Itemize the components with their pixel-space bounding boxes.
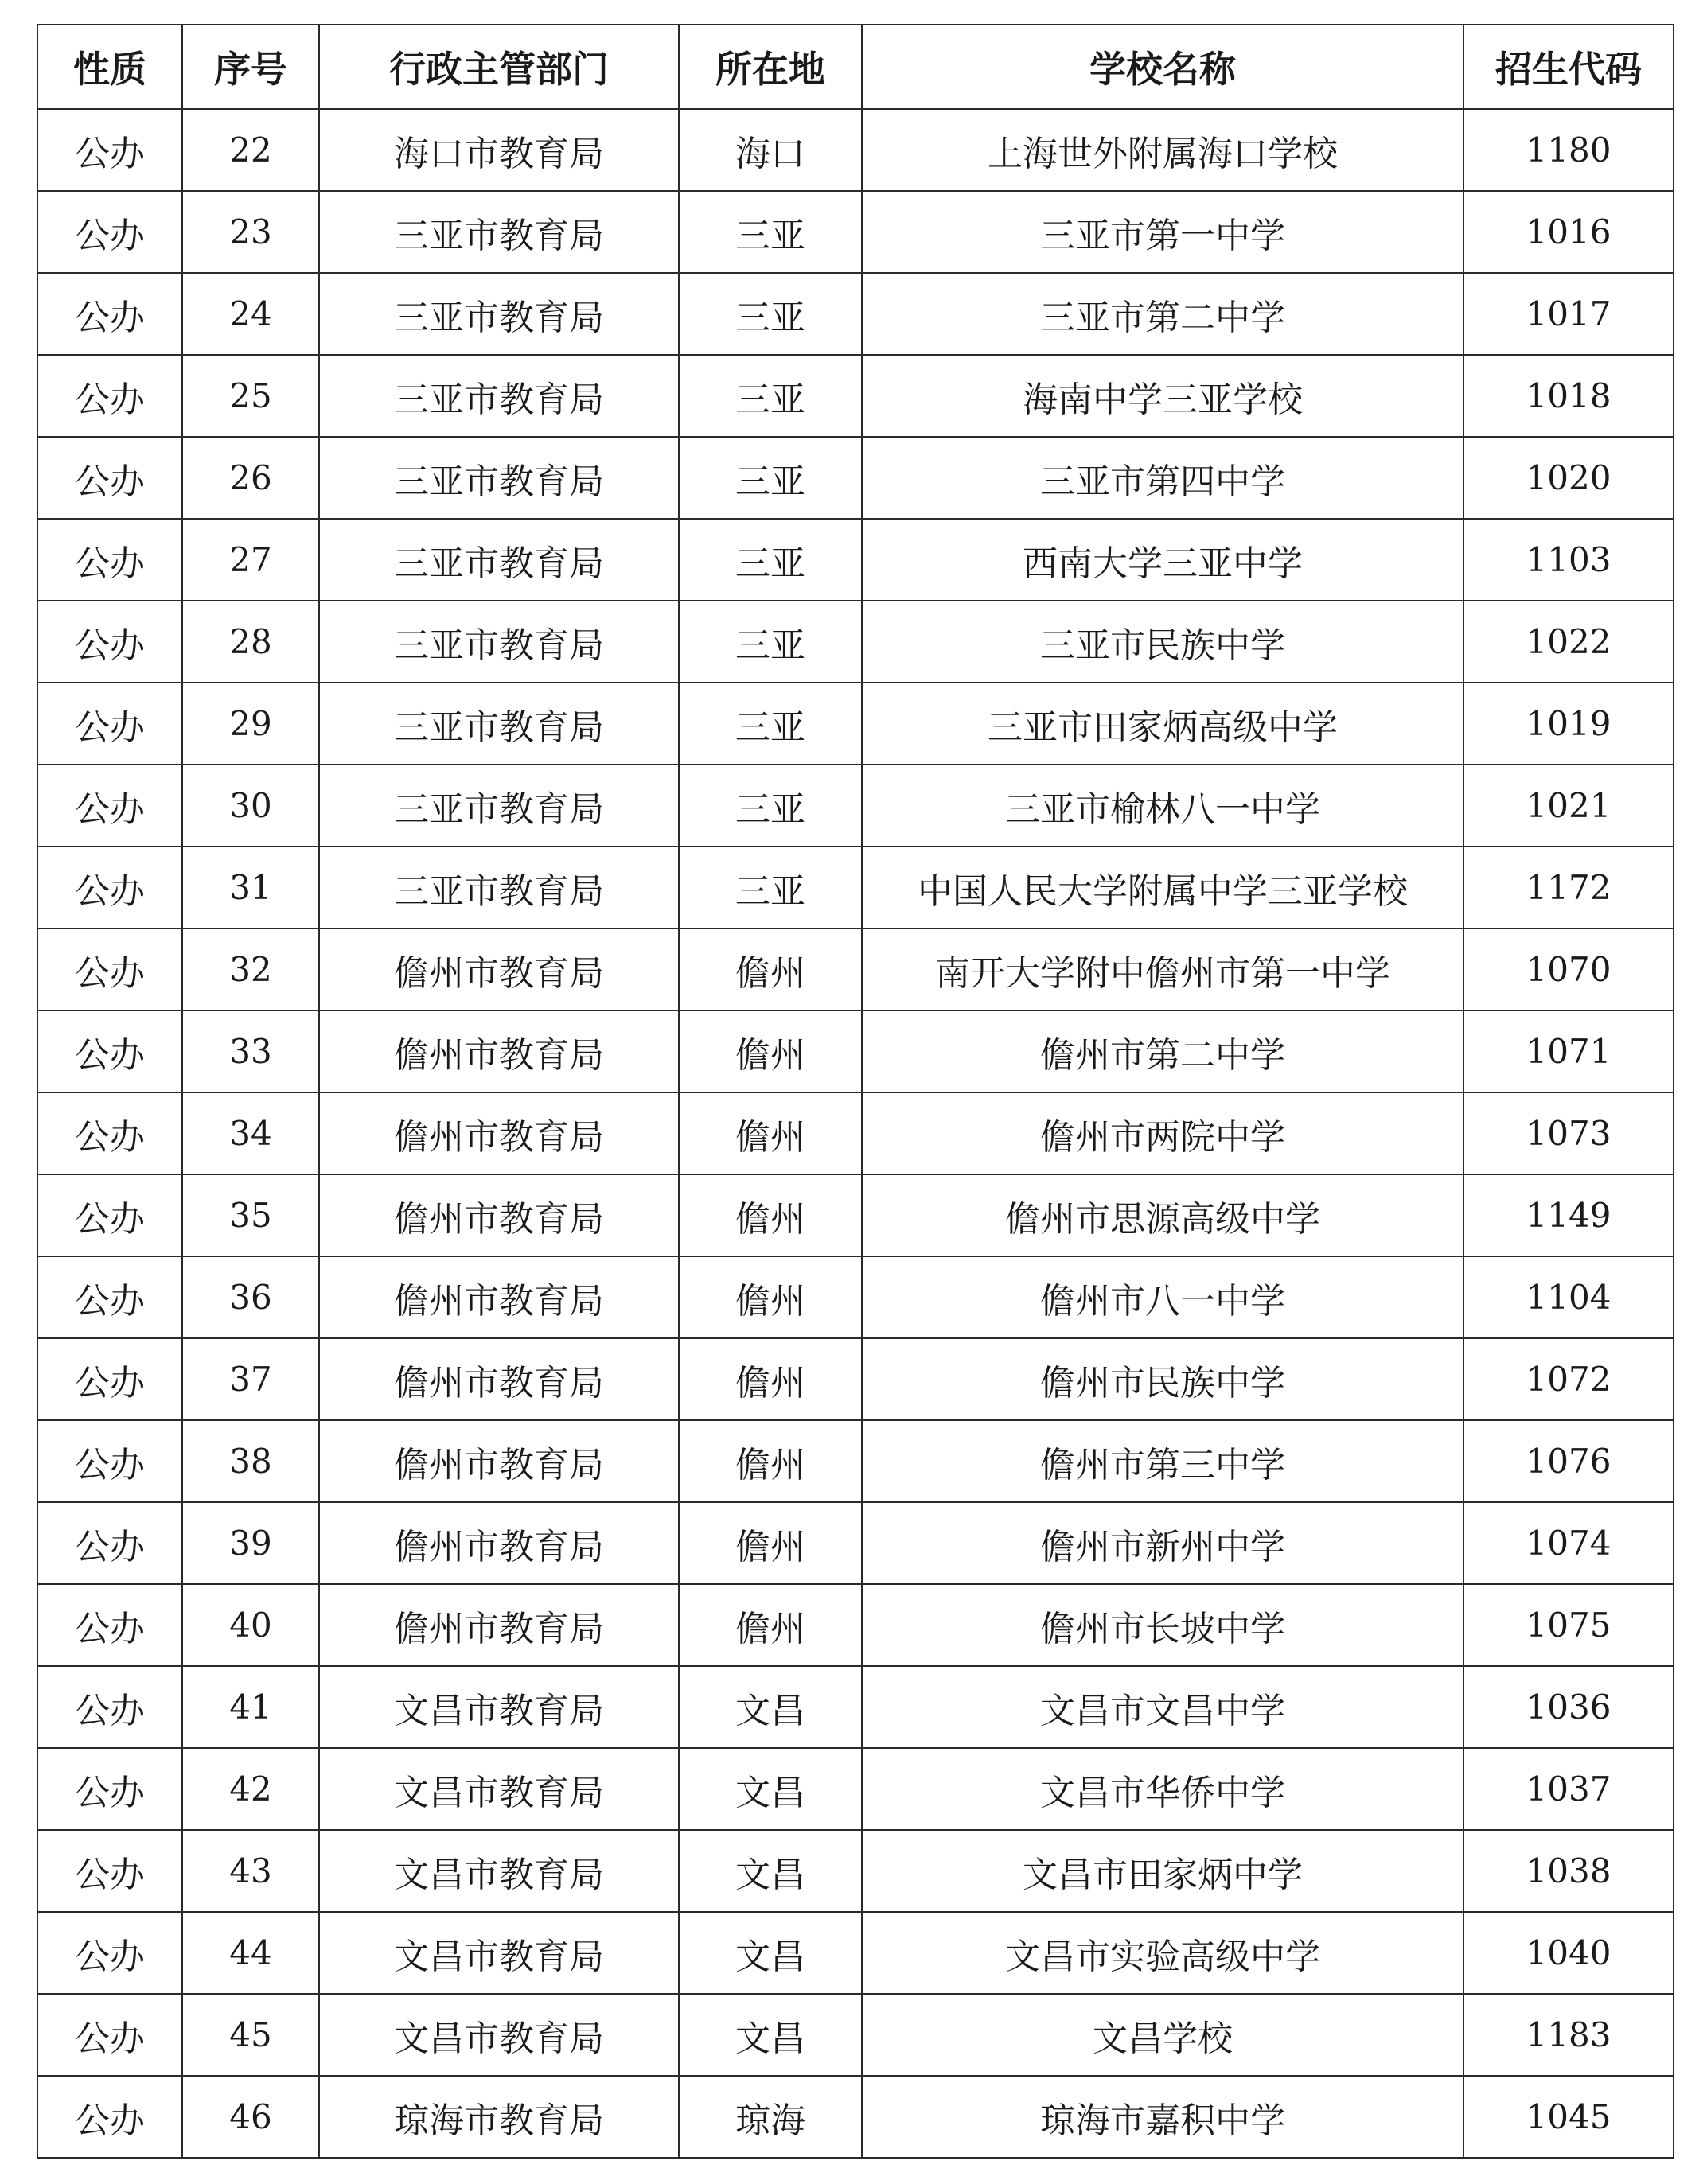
cell-location: 文昌 [679,1748,862,1830]
cell-index: 37 [182,1338,319,1420]
cell-nature: 公办 [37,1830,182,1912]
cell-enroll-code: 1037 [1463,1748,1674,1830]
cell-location: 儋州 [679,1010,862,1092]
cell-department: 儋州市教育局 [319,928,679,1010]
cell-department: 儋州市教育局 [319,1502,679,1584]
cell-nature: 公办 [37,1420,182,1502]
cell-nature: 公办 [37,847,182,928]
cell-department: 三亚市教育局 [319,519,679,601]
cell-index: 39 [182,1502,319,1584]
table-row [37,273,1674,355]
table-row [37,1174,1674,1256]
cell-enroll-code: 1183 [1463,1994,1674,2076]
cell-enroll-code: 1073 [1463,1092,1674,1174]
cell-enroll-code: 1040 [1463,1912,1674,1994]
table-row [37,765,1674,847]
cell-location: 儋州 [679,1256,862,1338]
cell-nature: 公办 [37,1502,182,1584]
cell-nature: 公办 [37,928,182,1010]
cell-department: 儋州市教育局 [319,1010,679,1092]
table-row [37,1748,1674,1830]
cell-department: 三亚市教育局 [319,601,679,683]
cell-department: 文昌市教育局 [319,1830,679,1912]
cell-location: 三亚 [679,519,862,601]
cell-department: 琼海市教育局 [319,2076,679,2158]
cell-enroll-code: 1045 [1463,2076,1674,2158]
table-row [37,1994,1674,2076]
cell-enroll-code: 1019 [1463,683,1674,765]
cell-location: 三亚 [679,273,862,355]
cell-location: 儋州 [679,1420,862,1502]
cell-location: 三亚 [679,601,862,683]
table-row [37,601,1674,683]
cell-department: 三亚市教育局 [319,191,679,273]
cell-department: 儋州市教育局 [319,1420,679,1502]
cell-school-name: 三亚市民族中学 [862,601,1463,683]
cell-school-name: 三亚市田家炳高级中学 [862,683,1463,765]
header-department: 行政主管部门 [319,25,679,109]
cell-enroll-code: 1180 [1463,109,1674,191]
cell-index: 28 [182,601,319,683]
cell-location: 文昌 [679,1830,862,1912]
cell-nature: 公办 [37,191,182,273]
cell-department: 三亚市教育局 [319,437,679,519]
cell-department: 海口市教育局 [319,109,679,191]
cell-index: 22 [182,109,319,191]
cell-school-name: 南开大学附中儋州市第一中学 [862,928,1463,1010]
cell-school-name: 三亚市第四中学 [862,437,1463,519]
table-row [37,2076,1674,2158]
cell-index: 23 [182,191,319,273]
cell-department: 三亚市教育局 [319,273,679,355]
cell-index: 24 [182,273,319,355]
cell-enroll-code: 1017 [1463,273,1674,355]
table-row [37,519,1674,601]
cell-school-name: 儋州市思源高级中学 [862,1174,1463,1256]
cell-enroll-code: 1149 [1463,1174,1674,1256]
cell-index: 29 [182,683,319,765]
cell-enroll-code: 1021 [1463,765,1674,847]
cell-enroll-code: 1104 [1463,1256,1674,1338]
cell-nature: 公办 [37,683,182,765]
table-row [37,191,1674,273]
cell-department: 三亚市教育局 [319,683,679,765]
cell-index: 42 [182,1748,319,1830]
cell-school-name: 文昌市实验高级中学 [862,1912,1463,1994]
cell-enroll-code: 1038 [1463,1830,1674,1912]
cell-index: 31 [182,847,319,928]
cell-nature: 公办 [37,437,182,519]
table-row [37,109,1674,191]
cell-nature: 公办 [37,1748,182,1830]
cell-school-name: 上海世外附属海口学校 [862,109,1463,191]
cell-nature: 公办 [37,1584,182,1666]
cell-school-name: 文昌市文昌中学 [862,1666,1463,1748]
cell-index: 45 [182,1994,319,2076]
cell-location: 琼海 [679,2076,862,2158]
cell-department: 儋州市教育局 [319,1174,679,1256]
cell-nature: 公办 [37,109,182,191]
cell-index: 43 [182,1830,319,1912]
cell-location: 三亚 [679,847,862,928]
table-row [37,1010,1674,1092]
cell-index: 38 [182,1420,319,1502]
cell-location: 三亚 [679,355,862,437]
cell-index: 35 [182,1174,319,1256]
cell-nature: 公办 [37,1174,182,1256]
table-row [37,1256,1674,1338]
cell-enroll-code: 1103 [1463,519,1674,601]
cell-school-name: 儋州市民族中学 [862,1338,1463,1420]
cell-nature: 公办 [37,1256,182,1338]
cell-department: 儋州市教育局 [319,1338,679,1420]
cell-nature: 公办 [37,519,182,601]
cell-school-name: 文昌学校 [862,1994,1463,2076]
cell-index: 46 [182,2076,319,2158]
cell-location: 文昌 [679,1994,862,2076]
table-row [37,1420,1674,1502]
cell-nature: 公办 [37,2076,182,2158]
cell-location: 三亚 [679,191,862,273]
school-table [37,24,1674,2159]
cell-location: 海口 [679,109,862,191]
cell-index: 36 [182,1256,319,1338]
header-location: 所在地 [679,25,862,109]
cell-enroll-code: 1075 [1463,1584,1674,1666]
cell-school-name: 文昌市华侨中学 [862,1748,1463,1830]
table-row [37,437,1674,519]
cell-index: 30 [182,765,319,847]
cell-school-name: 琼海市嘉积中学 [862,2076,1463,2158]
cell-enroll-code: 1074 [1463,1502,1674,1584]
header-nature: 性质 [37,25,182,109]
cell-location: 三亚 [679,765,862,847]
cell-nature: 公办 [37,273,182,355]
table-body [37,109,1674,2158]
cell-location: 文昌 [679,1912,862,1994]
cell-department: 三亚市教育局 [319,355,679,437]
table-row [37,1502,1674,1584]
cell-department: 文昌市教育局 [319,1666,679,1748]
cell-nature: 公办 [37,355,182,437]
cell-school-name: 儋州市新州中学 [862,1502,1463,1584]
table-row [37,1584,1674,1666]
table-row [37,355,1674,437]
cell-location: 三亚 [679,683,862,765]
cell-location: 三亚 [679,437,862,519]
table-row [37,847,1674,928]
cell-enroll-code: 1076 [1463,1420,1674,1502]
cell-index: 27 [182,519,319,601]
table-row [37,1912,1674,1994]
cell-department: 文昌市教育局 [319,1994,679,2076]
cell-nature: 公办 [37,1092,182,1174]
cell-school-name: 儋州市八一中学 [862,1256,1463,1338]
cell-index: 34 [182,1092,319,1174]
cell-enroll-code: 1020 [1463,437,1674,519]
cell-location: 儋州 [679,1338,862,1420]
cell-school-name: 儋州市第二中学 [862,1010,1463,1092]
table-row [37,1338,1674,1420]
cell-index: 26 [182,437,319,519]
cell-nature: 公办 [37,1666,182,1748]
cell-enroll-code: 1022 [1463,601,1674,683]
cell-school-name: 文昌市田家炳中学 [862,1830,1463,1912]
cell-index: 33 [182,1010,319,1092]
cell-nature: 公办 [37,601,182,683]
cell-enroll-code: 1070 [1463,928,1674,1010]
cell-school-name: 儋州市两院中学 [862,1092,1463,1174]
header-enroll-code: 招生代码 [1463,25,1674,109]
table-row [37,683,1674,765]
table-row [37,928,1674,1010]
cell-nature: 公办 [37,1338,182,1420]
cell-index: 41 [182,1666,319,1748]
cell-index: 32 [182,928,319,1010]
cell-nature: 公办 [37,765,182,847]
cell-department: 文昌市教育局 [319,1748,679,1830]
cell-nature: 公办 [37,1912,182,1994]
cell-enroll-code: 1072 [1463,1338,1674,1420]
cell-nature: 公办 [37,1994,182,2076]
cell-school-name: 中国人民大学附属中学三亚学校 [862,847,1463,928]
cell-department: 三亚市教育局 [319,847,679,928]
cell-department: 三亚市教育局 [319,765,679,847]
table-row [37,1092,1674,1174]
cell-school-name: 儋州市第三中学 [862,1420,1463,1502]
cell-enroll-code: 1172 [1463,847,1674,928]
cell-department: 儋州市教育局 [319,1584,679,1666]
cell-location: 儋州 [679,1174,862,1256]
cell-department: 儋州市教育局 [319,1256,679,1338]
header-row [37,25,1674,109]
cell-enroll-code: 1036 [1463,1666,1674,1748]
cell-enroll-code: 1018 [1463,355,1674,437]
cell-department: 文昌市教育局 [319,1912,679,1994]
cell-school-name: 西南大学三亚中学 [862,519,1463,601]
cell-location: 文昌 [679,1666,862,1748]
table-row [37,1830,1674,1912]
cell-school-name: 海南中学三亚学校 [862,355,1463,437]
cell-department: 儋州市教育局 [319,1092,679,1174]
header-school-name: 学校名称 [862,25,1463,109]
cell-location: 儋州 [679,1584,862,1666]
cell-school-name: 儋州市长坡中学 [862,1584,1463,1666]
cell-enroll-code: 1071 [1463,1010,1674,1092]
cell-enroll-code: 1016 [1463,191,1674,273]
cell-index: 44 [182,1912,319,1994]
cell-nature: 公办 [37,1010,182,1092]
cell-school-name: 三亚市第二中学 [862,273,1463,355]
cell-school-name: 三亚市榆林八一中学 [862,765,1463,847]
header-index: 序号 [182,25,319,109]
cell-location: 儋州 [679,928,862,1010]
cell-index: 25 [182,355,319,437]
cell-index: 40 [182,1584,319,1666]
cell-location: 儋州 [679,1502,862,1584]
cell-school-name: 三亚市第一中学 [862,191,1463,273]
table-row [37,1666,1674,1748]
cell-location: 儋州 [679,1092,862,1174]
